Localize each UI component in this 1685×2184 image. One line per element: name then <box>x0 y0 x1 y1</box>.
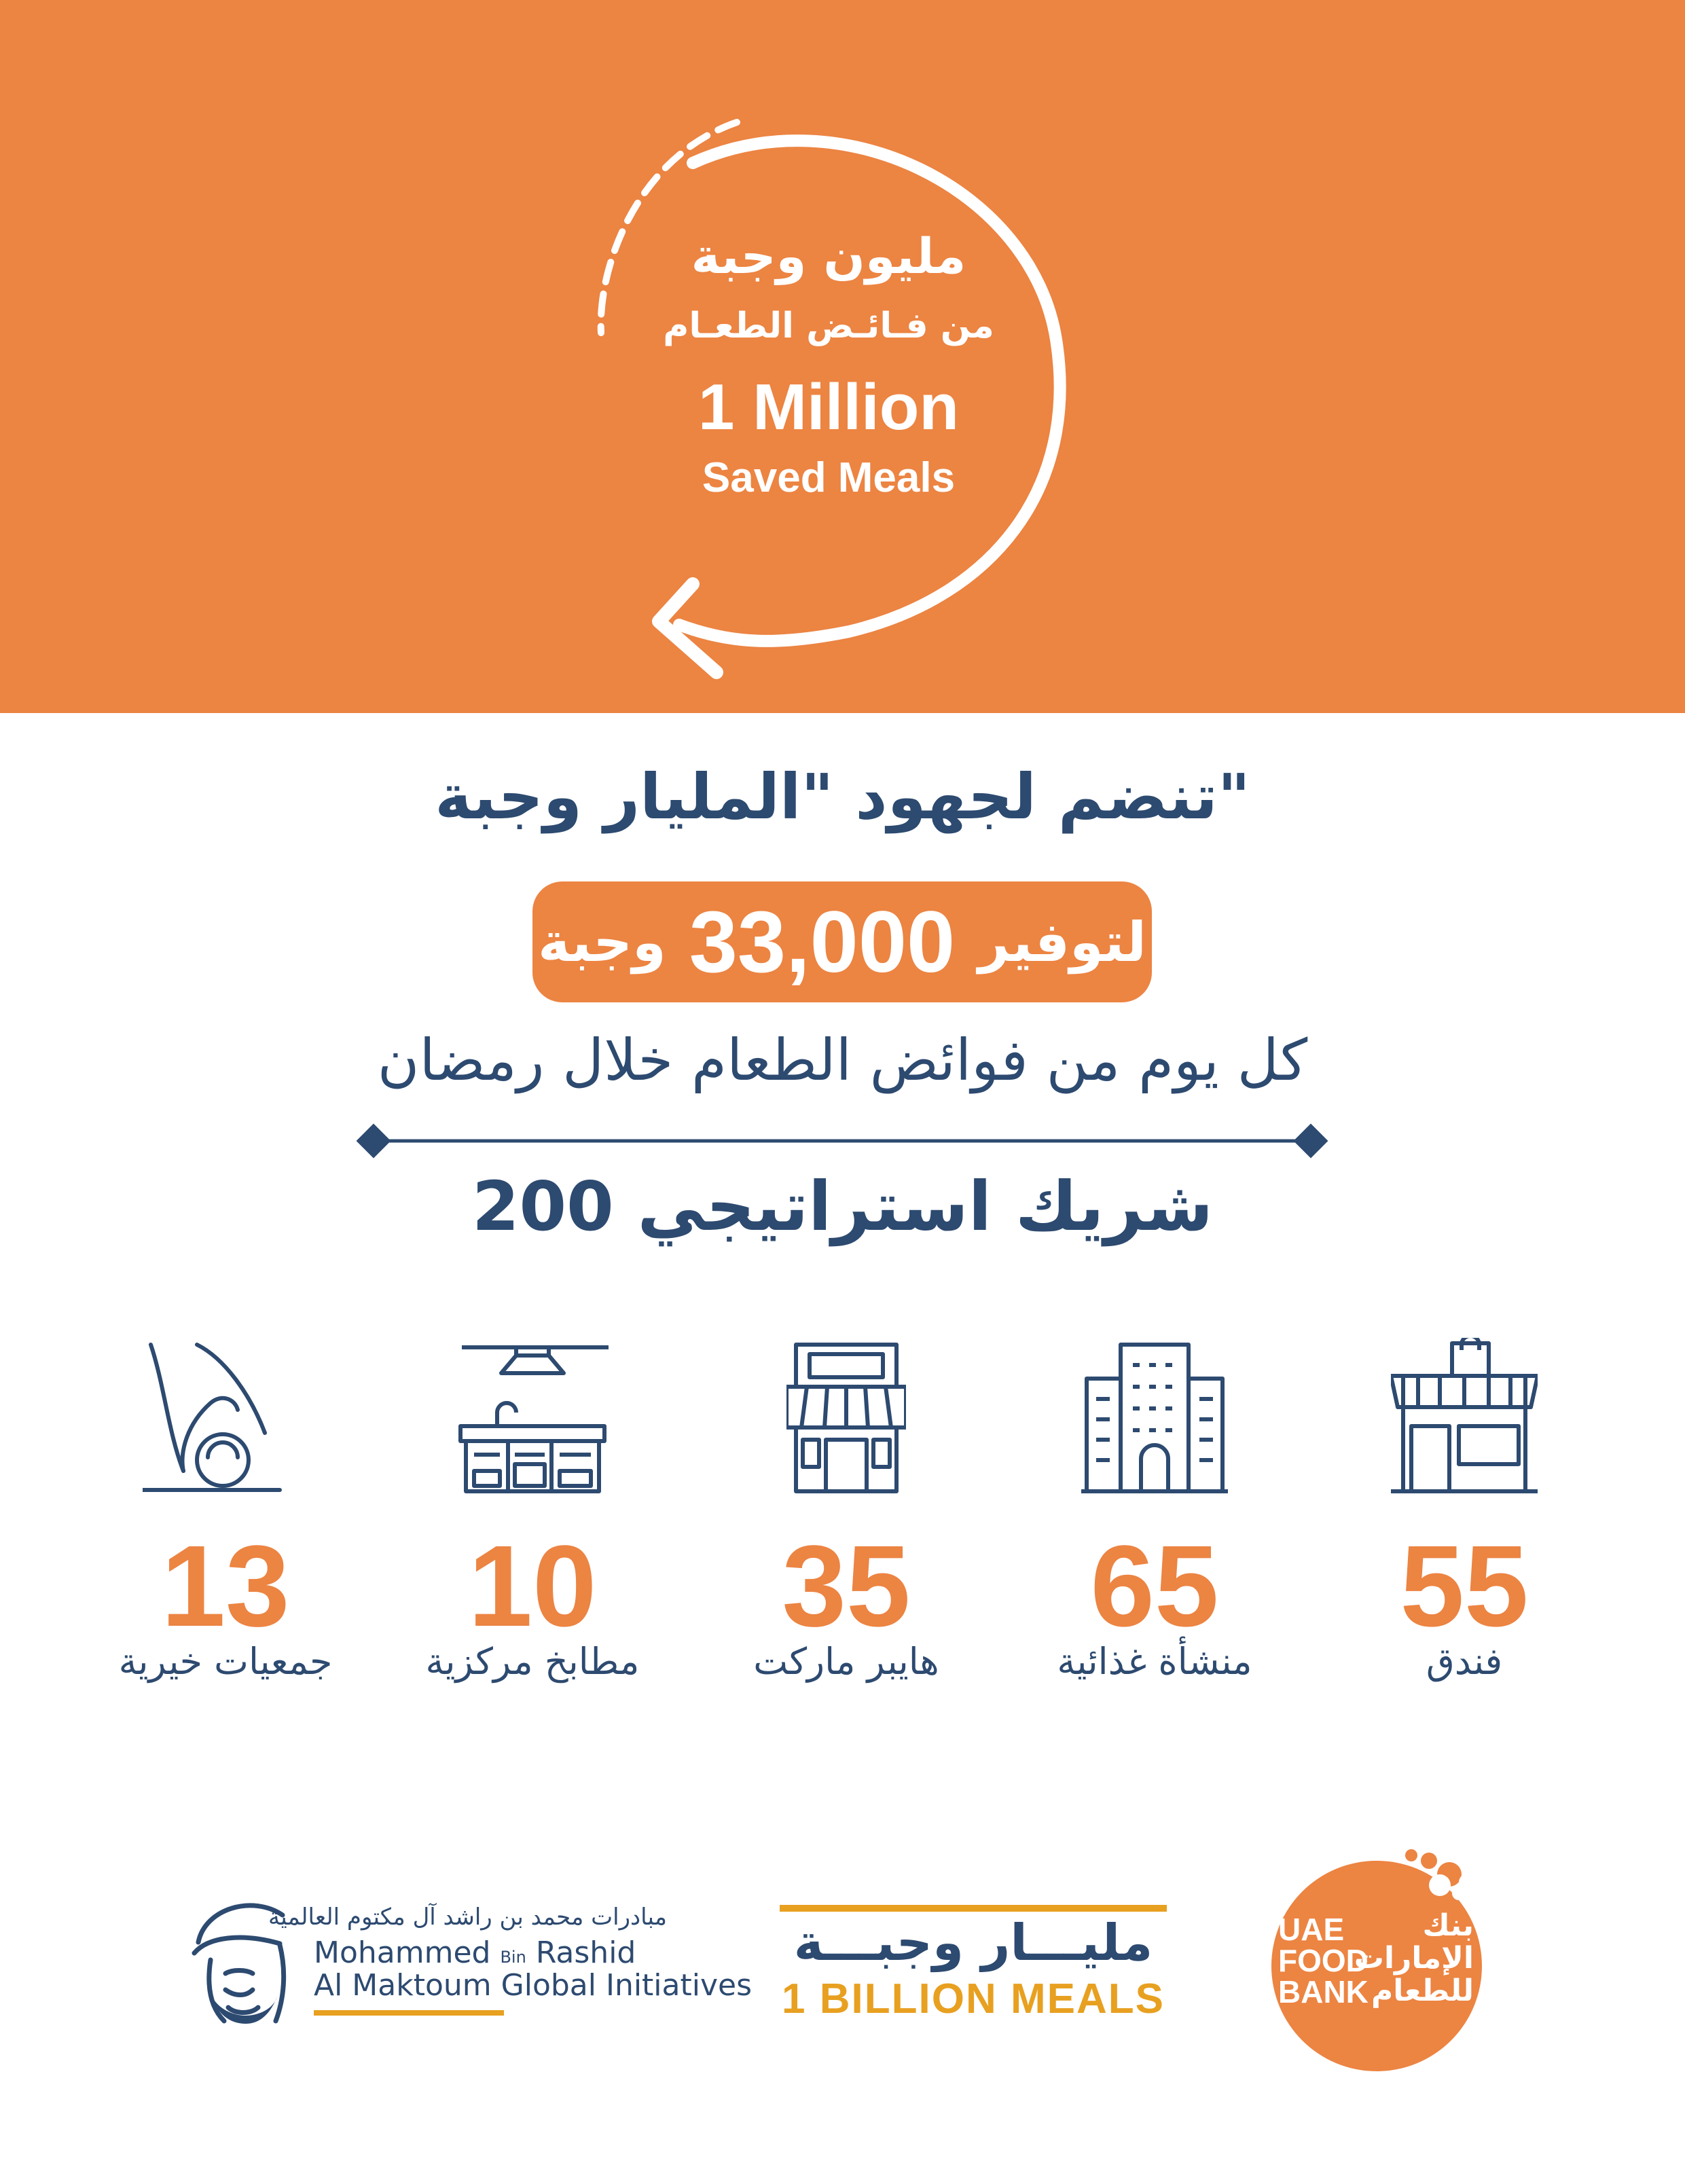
building-icon <box>1081 1338 1228 1495</box>
mbr-underline <box>314 2010 504 2016</box>
mbr-name-part: Rashid <box>535 1935 636 1970</box>
foodbank-arabic-line: بنك <box>1422 1908 1474 1943</box>
foodbank-english-line: BANK <box>1278 1974 1369 2009</box>
category-number: 55 <box>1400 1522 1529 1651</box>
storefront-bag-icon <box>1391 1338 1538 1495</box>
donation-hand-icon <box>143 1338 289 1495</box>
headline: تنضم لجهود "المليار وجبة" <box>435 761 1250 833</box>
market-awning-icon <box>786 1338 906 1495</box>
hero-english-title: 1 Million <box>698 371 959 443</box>
category-label: فندق <box>1426 1640 1503 1683</box>
hero-banner <box>0 0 1685 713</box>
pill-number: 33,000 <box>689 893 956 991</box>
mbr-name-bin: Bin <box>500 1948 526 1967</box>
kitchen-icon <box>456 1338 609 1495</box>
billion-meals-english: 1 BILLION MEALS <box>782 1976 1165 2022</box>
meals-pill <box>532 881 1152 1002</box>
hero-arabic-subtitle: من فـائـض الطعـام <box>663 306 994 346</box>
foodbank-bubbles-icon <box>1392 1840 1487 1901</box>
category-label: جمعيات خيرية <box>118 1640 333 1683</box>
foodbank-english-line: UAE <box>1278 1912 1345 1947</box>
category-number: 35 <box>782 1522 911 1651</box>
category-number: 13 <box>161 1522 290 1651</box>
foodbank-english-line: FOOD <box>1278 1943 1369 1978</box>
mbr-name-part: Mohammed <box>314 1935 491 1970</box>
category-label: مطابخ مركزية <box>425 1640 640 1683</box>
mbr-arabic-name: مبادرات محمد بن راشد آل مكتوم العالمية <box>268 1904 667 1931</box>
mbr-english-line1 <box>314 1935 636 1970</box>
category-number: 10 <box>468 1522 597 1651</box>
pill-word-after: وجبة <box>538 910 666 974</box>
category-number: 65 <box>1090 1522 1219 1651</box>
foodbank-arabic <box>1354 1908 1474 2008</box>
foodbank-arabic-line: الإمارات <box>1354 1941 1474 1976</box>
hero-english-subtitle: Saved Meals <box>702 454 956 501</box>
pill-word-before: لتوفير <box>978 910 1146 974</box>
billion-topline <box>780 1905 1167 1912</box>
category-label: هايبر ماركت <box>753 1640 939 1683</box>
partners-title: 200 شريك استراتيجي <box>471 1167 1214 1246</box>
mbr-english-line2: Al Maktoum Global Initiatives <box>314 1968 753 2003</box>
hero-arabic-title: مليون وجبة <box>691 228 966 285</box>
divider <box>353 1121 1331 1161</box>
subline: كل يوم من فوائض الطعام خلال رمضان <box>377 1027 1308 1093</box>
foodbank-arabic-line: للطعام <box>1371 1973 1474 2008</box>
category-label: منشأة غذائية <box>1057 1640 1252 1683</box>
billion-meals-arabic: مليـــار وجبـــة <box>793 1914 1153 1972</box>
